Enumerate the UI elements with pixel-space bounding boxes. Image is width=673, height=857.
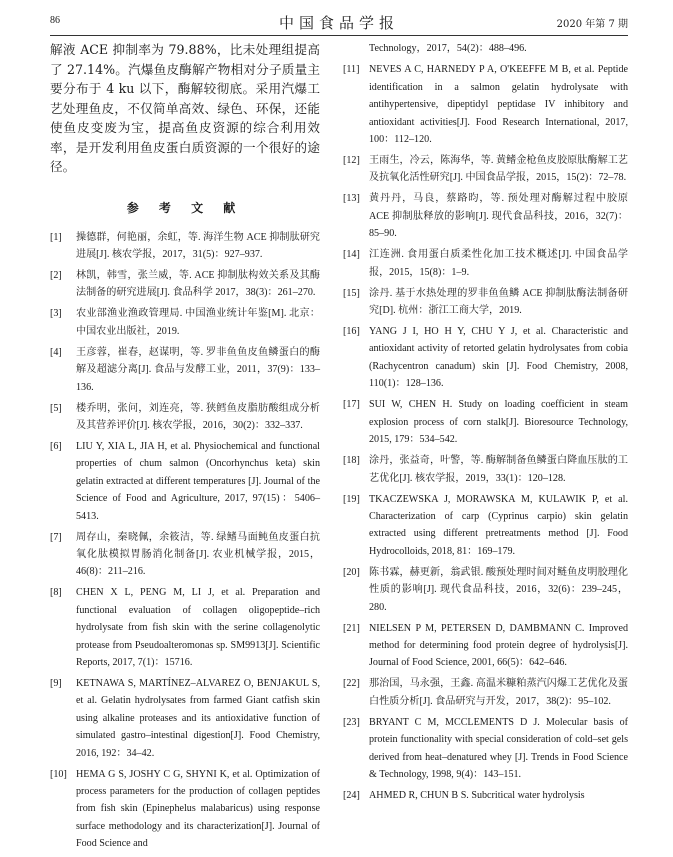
reference-item — [50, 584, 320, 671]
reference-text: 农业部渔业渔政管理局. 中国渔业统计年鉴[M]. 北京：中国农业出版社，2019. — [76, 308, 320, 337]
reference-text: KETNAWA S, MARTÍNEZ–ALVAREZ O, BENJAKUL S, et al. Gelatin hydrolysates from farmed Giant catfish skin using alkaline proteases and its antioxidative function of simulated gastro–intestinal digestion[J]. Food Chemistry, 2016, 192：34–42. — [76, 678, 320, 759]
reference-item — [50, 438, 320, 525]
reference-item — [343, 491, 628, 561]
reference-number: [20] — [343, 566, 360, 578]
reference-text: 涂丹. 基于水热处理的罗非鱼鱼鳞 ACE 抑制肽酶法制备研究[D]. 杭州：浙江工商大学，2019. — [369, 287, 628, 317]
reference-item — [50, 400, 320, 435]
reference-number: [19] — [343, 493, 360, 505]
reference-item — [343, 714, 628, 784]
reference-number: [4] — [50, 346, 62, 358]
reference-number: [13] — [343, 193, 360, 205]
reference-item — [343, 152, 628, 187]
reference-number: [5] — [50, 402, 62, 414]
reference-text: AHMED R, CHUN B S. Subcritical water hydrolysis — [369, 789, 585, 801]
reference-number: [14] — [343, 249, 360, 261]
reference-number: [10] — [50, 768, 67, 780]
reference-item — [343, 675, 628, 710]
reference-item — [50, 267, 320, 302]
reference-text: HEMA G S, JOSHY C G, SHYNI K, et al. Optimization of process parameters for the production of collagen peptides from fish skin (Epinephelus malabaricus) using response surface methodology and its characterization[J]. Journal of Food Science and — [76, 768, 320, 850]
reference-text: SUI W, CHEN H. Study on loading coefficient in steam explosion process of corn stalk[J]. Bioresource Technology, 2015, 179：534–542. — [369, 399, 628, 446]
reference-number: [21] — [343, 622, 360, 634]
reference-number: [18] — [343, 455, 360, 467]
reference-number: [3] — [50, 308, 62, 320]
reference-number: [2] — [50, 269, 62, 281]
reference-number: [6] — [50, 440, 62, 452]
reference-text: 涂丹，张益奇，叶警，等. 酶解制备鱼鳞蛋白降血压肽的工艺优化[J]. 核农学报，2019，33(1)：120–128. — [369, 455, 628, 484]
reference-text: CHEN X L, PENG M, LI J, et al. Preparation and functional evaluation of collagen oligopeptide–rich hydrolysate from fish skin with the serine collagenolytic protease from Pseudoalteromonas sp. SM9913[J]. Scientific Reports, 2017, 7(1)：15716. — [76, 587, 320, 668]
reference-item — [50, 229, 320, 264]
reference-text: TKACZEWSKA J, MORAWSKA M, KULAWIK P, et al. Characterization of carp (Cyprinus carpio) skin gelatin extracted using different pretreatments method [J]. Food Hydrocolloids, 2018, 81：169–179. — [369, 493, 628, 557]
reference-text: 江连洲. 食用蛋白质柔性化加工技术概述[J]. 中国食品学报，2015，15(8)：1–9. — [369, 249, 628, 278]
reference-number: [15] — [343, 287, 360, 299]
body-paragraph: 解液 ACE 抑制率为 79.88%，比未处理组提高了 27.14%。汽爆鱼皮酶解产物相对分子质量主要分布于 4 ku 以下，酶解较彻底。采用汽爆工艺处理鱼皮，不仅简单高效、绿色、环保，还能使鱼皮变废为宝，提高鱼皮资源的综合利用效率，是开发利用鱼皮蛋白质资源的一个很好的途径。 — [50, 42, 320, 174]
reference-text: YANG J I, HO H Y, CHU Y J, et al. Characteristic and antioxidant activity of retorted gelatin hydrolysates from cobia (Rachycentron canadum) skin [J]. Food Chemistry, 2008, 110(1)：128–136. — [369, 326, 628, 390]
right-column — [343, 40, 628, 808]
reference-text: 操德群，何艳丽，余虹，等. 海洋生物 ACE 抑制肽研究进展[J]. 核农学报，2017，31(5)：927–937. — [76, 231, 320, 260]
reference-list-right — [343, 61, 628, 804]
reference-text: BRYANT C M, MCCLEMENTS D J. Molecular basis of protein functionality with special consideration of cold–set gels derived from heat–denatured whey [J]. Trends in Food Science & Technology, 1998, 9(4)：143–151. — [369, 716, 628, 780]
reference-item — [343, 190, 628, 242]
issue-label: 2020 年第 7 期 — [556, 19, 628, 30]
reference-number: [11] — [343, 64, 360, 76]
reference-number: [9] — [50, 678, 62, 689]
reference-text: 楼乔明，张问，刘连亮，等. 狭鳕鱼皮脂肪酸组成分析及其营养评价[J]. 核农学报，2016，30(2)：332–337. — [76, 402, 320, 431]
reference-number: [22] — [343, 678, 360, 690]
reference-text: LIU Y, XIA L, JIA H, et al. Physiochemical and functional properties of chum salmon (Oncorhynchus keta) skin gelatin extracted at different temperatures [J]. Journal of the Science of Food and Agriculture, 2017, 97(15)：5406–5413. — [76, 440, 320, 522]
reference-item — [343, 246, 628, 281]
reference-number: [24] — [343, 789, 360, 801]
reference-text: 周存山，秦晓佩，余筱洁，等. 绿鳍马面鲀鱼皮蛋白抗氧化肽模拟胃肠消化制备[J]. 农业机械学报，2015，46(8)：211–216. — [76, 531, 320, 578]
reference-item — [343, 787, 628, 804]
reference-item — [343, 396, 628, 448]
reference-text: NEVES A C, HARNEDY P A, O'KEEFFE M B, et al. Peptide identification in a salmon gelatin hydrolysate with antihypertensive, dipeptidyl peptidase IV inhibitory and antioxidant activities[J]. Food Research International, 2017, 100：112–120. — [369, 64, 628, 146]
reference-text: 黄丹丹，马良，蔡路昀，等. 预处理对酶解过程中胶原 ACE 抑制肽释放的影响[J]. 现代食品科技，2016，32(7)：85–90. — [369, 193, 628, 240]
running-header — [50, 13, 628, 36]
reference-number: [16] — [343, 326, 360, 338]
reference-item — [343, 564, 628, 616]
reference-item — [50, 766, 320, 853]
references-heading: 参 考 文 献 — [126, 200, 244, 215]
reference-item — [343, 285, 628, 320]
reference-item — [343, 620, 628, 672]
reference-number: [12] — [343, 155, 360, 167]
reference-item — [50, 675, 320, 762]
reference-text: 王彦蓉，崔春，赵谋明，等. 罗非鱼鱼皮鱼鳞蛋白的酶解及超滤分离[J]. 食品与发酵工业，2011，37(9)：133–136. — [76, 346, 320, 393]
reference-number: [7] — [50, 531, 62, 543]
reference-text: 林凯，韩雪，张兰威，等. ACE 抑制肽构效关系及其酶法制备的研究进展[J]. 食品科学 2017，38(3)：261–270. — [76, 269, 320, 299]
reference-item — [343, 452, 628, 487]
journal-title: 中国食品学报 — [278, 14, 399, 32]
reference-continuation: Technology，2017，54(2)：488–496. — [369, 43, 527, 54]
left-column — [50, 40, 320, 856]
reference-item — [343, 61, 628, 148]
reference-item — [50, 344, 320, 396]
reference-item — [50, 305, 320, 340]
reference-list-left — [50, 229, 320, 853]
reference-item — [50, 529, 320, 581]
reference-text: NIELSEN P M, PETERSEN D, DAMBMANN C. Improved method for determining food protein degree of hydrolysis[J]. Journal of Food Science, 2001, 66(5)：642–646. — [369, 622, 628, 669]
reference-number: [23] — [343, 716, 360, 728]
reference-item — [343, 323, 628, 393]
reference-text: 王雨生，冷云，陈海华，等. 黄鳍金枪鱼皮胶原肽酶解工艺及抗氧化活性研究[J]. 中国食品学报，2015，15(2)：72–78. — [369, 155, 628, 184]
reference-number: [8] — [50, 587, 62, 599]
reference-text: 那治国，马永强，王鑫. 高温米糠粕蒸汽闪爆工艺优化及蛋白性质分析[J]. 食品研究与开发，2017，38(2)：95–102. — [369, 678, 628, 707]
page-number: 86 — [50, 15, 60, 26]
reference-text: 陈书霖，赫更新，翁武银. 酸预处理时间对鲢鱼皮明胶理化性质的影响[J]. 现代食品科技，2016，32(6)：239–245，280. — [369, 566, 628, 613]
reference-number: [1] — [50, 231, 62, 243]
reference-number: [17] — [343, 399, 360, 411]
